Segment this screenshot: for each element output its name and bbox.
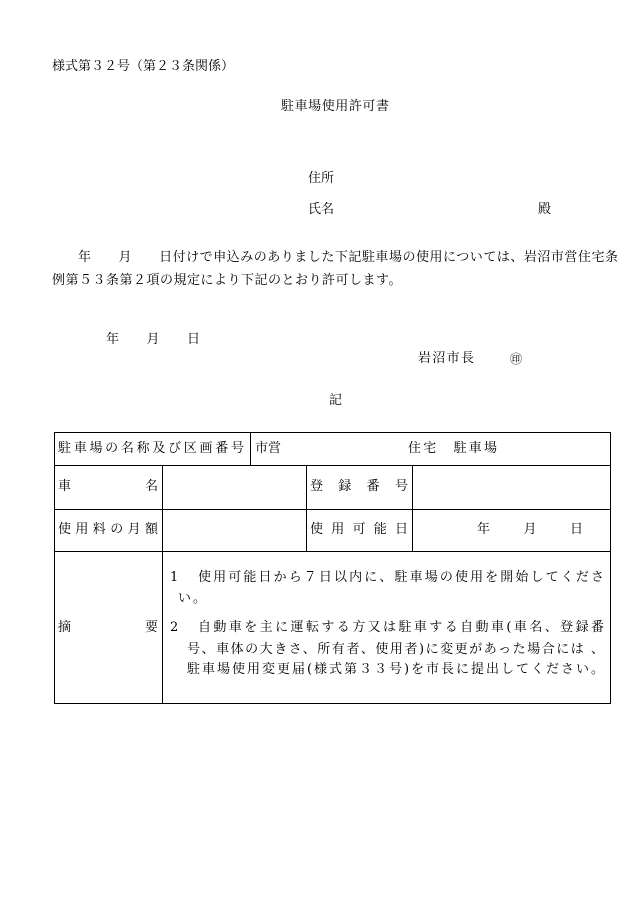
cell-remarks-label <box>54 551 163 704</box>
document-title: 駐車場使用許可書 <box>281 99 389 114</box>
address-label: 住所 <box>308 171 335 186</box>
cell-car-name-label <box>54 465 163 510</box>
remark-number: 1 <box>170 570 179 585</box>
remark-line: 駐車場使用変更届(様式第３３号)を市長に提出してください。 <box>187 662 604 677</box>
monthly-fee-label: 使 用 料 の 月 額 <box>58 522 158 537</box>
body-line-1: 年 月 日付けで申込みのありました下記駐車場の使用については、岩沼市営住宅条 <box>78 250 618 265</box>
available-date-value: 年 月 日 <box>477 522 583 537</box>
form-number: 様式第３２号（第２３条関係） <box>52 59 235 74</box>
cell-monthly-fee-label <box>54 509 163 552</box>
remark-line: 自動車を主に運転する方又は駐車する自動車(車名、登録番 <box>198 620 604 635</box>
name-label: 氏名 <box>308 202 335 217</box>
facility-suffix: 住宅 駐車場 <box>408 441 497 456</box>
honorific: 殿 <box>538 202 552 217</box>
cell-available-date-label <box>306 509 413 552</box>
facility-label: 駐車場の名称及び区画番号 <box>58 441 244 456</box>
remark-line: 号、車体の大きさ、所有者、使用者)に変更があった場合には 、 <box>187 642 604 657</box>
remarks-label: 摘 要 <box>58 620 158 635</box>
remark-line: い。 <box>178 591 209 606</box>
body-line-2: 例第５３条第２項の規定により下記のとおり許可します。 <box>52 273 402 288</box>
cell-remarks-value <box>162 551 611 704</box>
issuer-title: 岩沼市長 <box>418 351 474 366</box>
cell-facility-value <box>250 432 611 466</box>
cell-monthly-fee-value <box>162 509 307 552</box>
issue-date: 年 月 日 <box>106 332 200 347</box>
permit-table <box>54 432 611 704</box>
registration-label: 登 録 番 号 <box>310 479 408 494</box>
seal-icon: ㊞ <box>510 352 523 366</box>
cell-car-name-value <box>162 465 307 510</box>
ki-heading: 記 <box>329 393 343 408</box>
available-date-label: 使 用 可 能 日 <box>310 522 408 537</box>
cell-registration-label <box>306 465 413 510</box>
remark-number: 2 <box>170 620 179 635</box>
cell-facility-label <box>54 432 251 466</box>
cell-available-date-value <box>412 509 611 552</box>
remark-line: 使用可能日から７日以内に、駐車場の使用を開始してくださ <box>198 570 604 585</box>
facility-prefix: 市営 <box>255 441 282 456</box>
car-name-label: 車 名 <box>58 479 158 494</box>
cell-registration-value <box>412 465 611 510</box>
